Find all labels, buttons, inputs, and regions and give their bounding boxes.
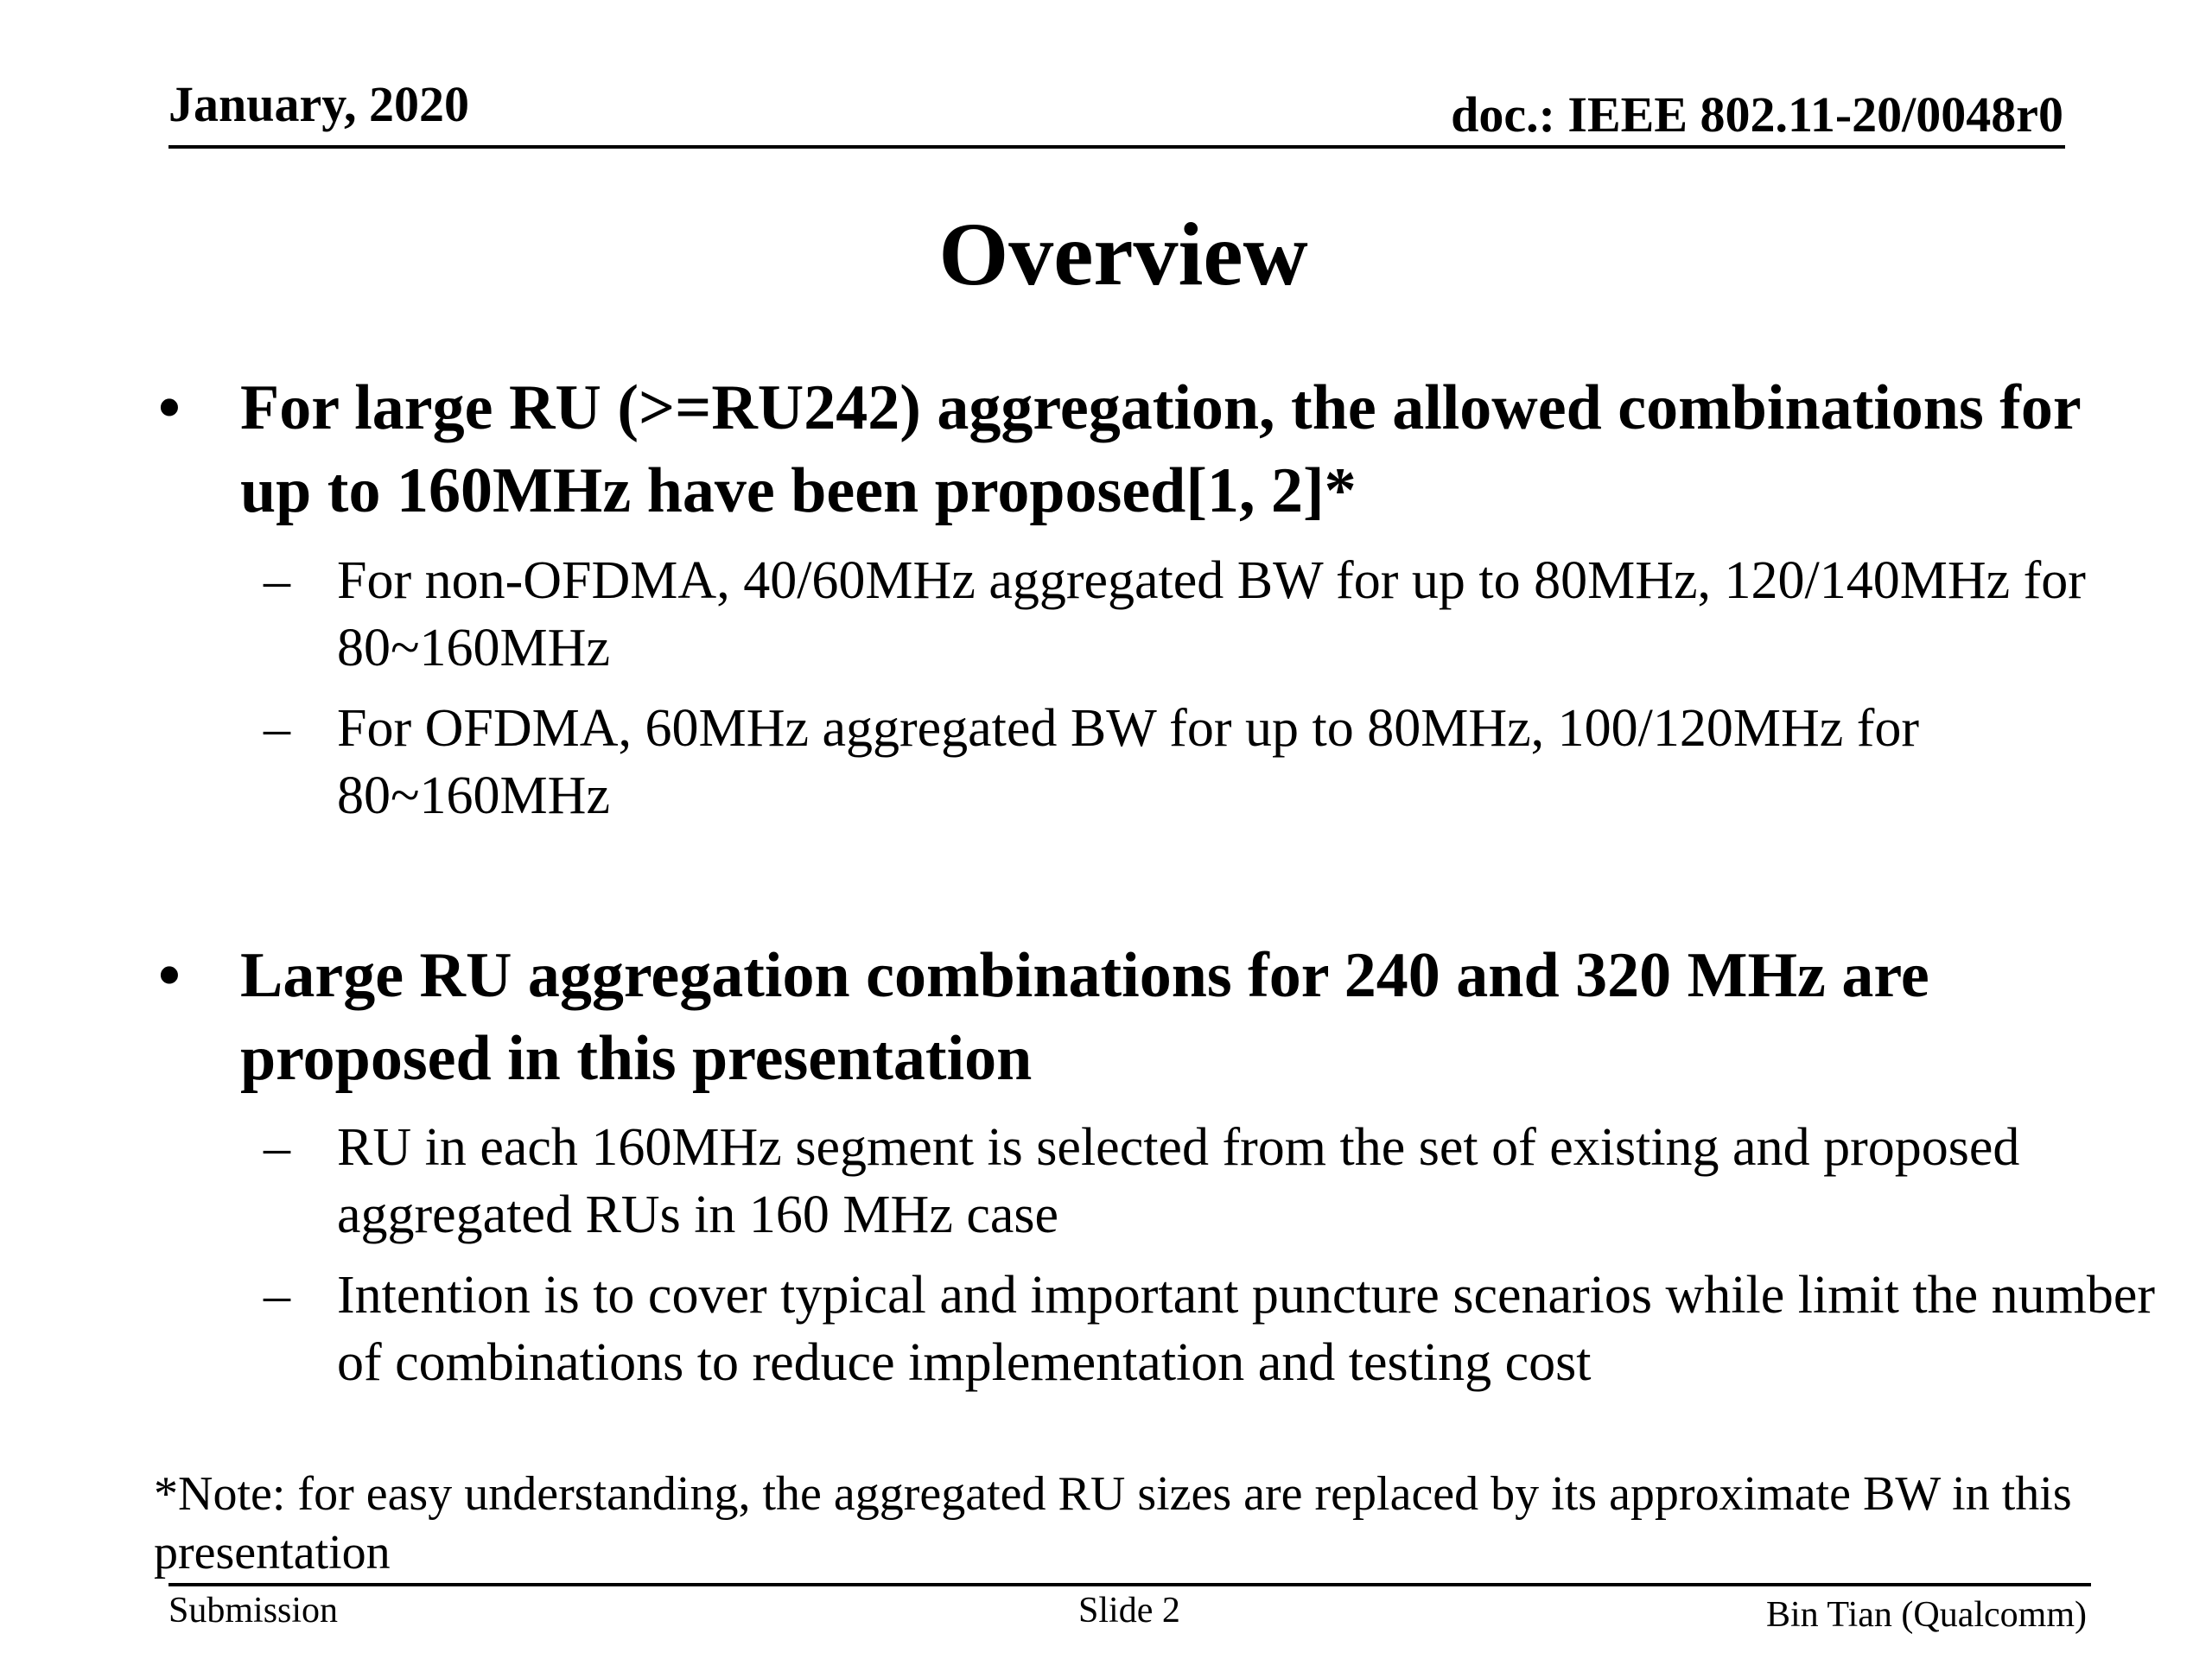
footer-author: Bin Tian (Qualcomm) — [1765, 1595, 2087, 1635]
bullet-2-sub-1-text: RU in each 160MHz segment is selected from the set of existing and proposed aggregated RUs in 160 MHz case — [337, 1118, 2020, 1244]
header-doc-id: doc.: IEEE 802.11-20/0048r0 — [1451, 86, 2063, 143]
bullet-1-sub-2-text: For OFDMA, 60MHz aggregated BW for up to 80MHz, 100/120MHz for 80~160MHz — [337, 699, 1920, 825]
bullet-2-sub-2-text: Intention is to cover typical and important puncture scenarios while limit the number of combinations to reduce implementation and testing cost — [337, 1266, 2156, 1392]
footer-slide-number: Slide 2 — [1078, 1591, 1180, 1630]
sub-bullet-marker: – — [264, 551, 290, 610]
footnote: *Note: for easy understanding, the aggregated RU sizes are replaced by its approximate BW in this presentation — [154, 1467, 2072, 1580]
footer-divider — [168, 1583, 2091, 1586]
bullet-marker: • — [158, 940, 181, 1011]
sub-bullet-marker: – — [264, 1266, 290, 1325]
bullet-2-text: Large RU aggregation combinations for 240 and 320 MHz are proposed in this presentation — [240, 940, 1929, 1094]
header-divider — [168, 145, 2065, 149]
bullet-1-sub-1-text: For non-OFDMA, 40/60MHz aggregated BW for up to 80MHz, 120/140MHz for 80~160MHz — [337, 551, 2086, 677]
bullet-marker: • — [158, 372, 181, 443]
header-date: January, 2020 — [168, 76, 470, 132]
bullet-1-text: For large RU (>=RU242) aggregation, the allowed combinations for up to 160MHz have been proposed[1, 2]* — [240, 372, 2081, 526]
sub-bullet-marker: – — [264, 1118, 290, 1177]
footer-submission: Submission — [168, 1591, 339, 1630]
sub-bullet-marker: – — [264, 699, 290, 758]
slide-title: Overview — [938, 205, 1308, 304]
